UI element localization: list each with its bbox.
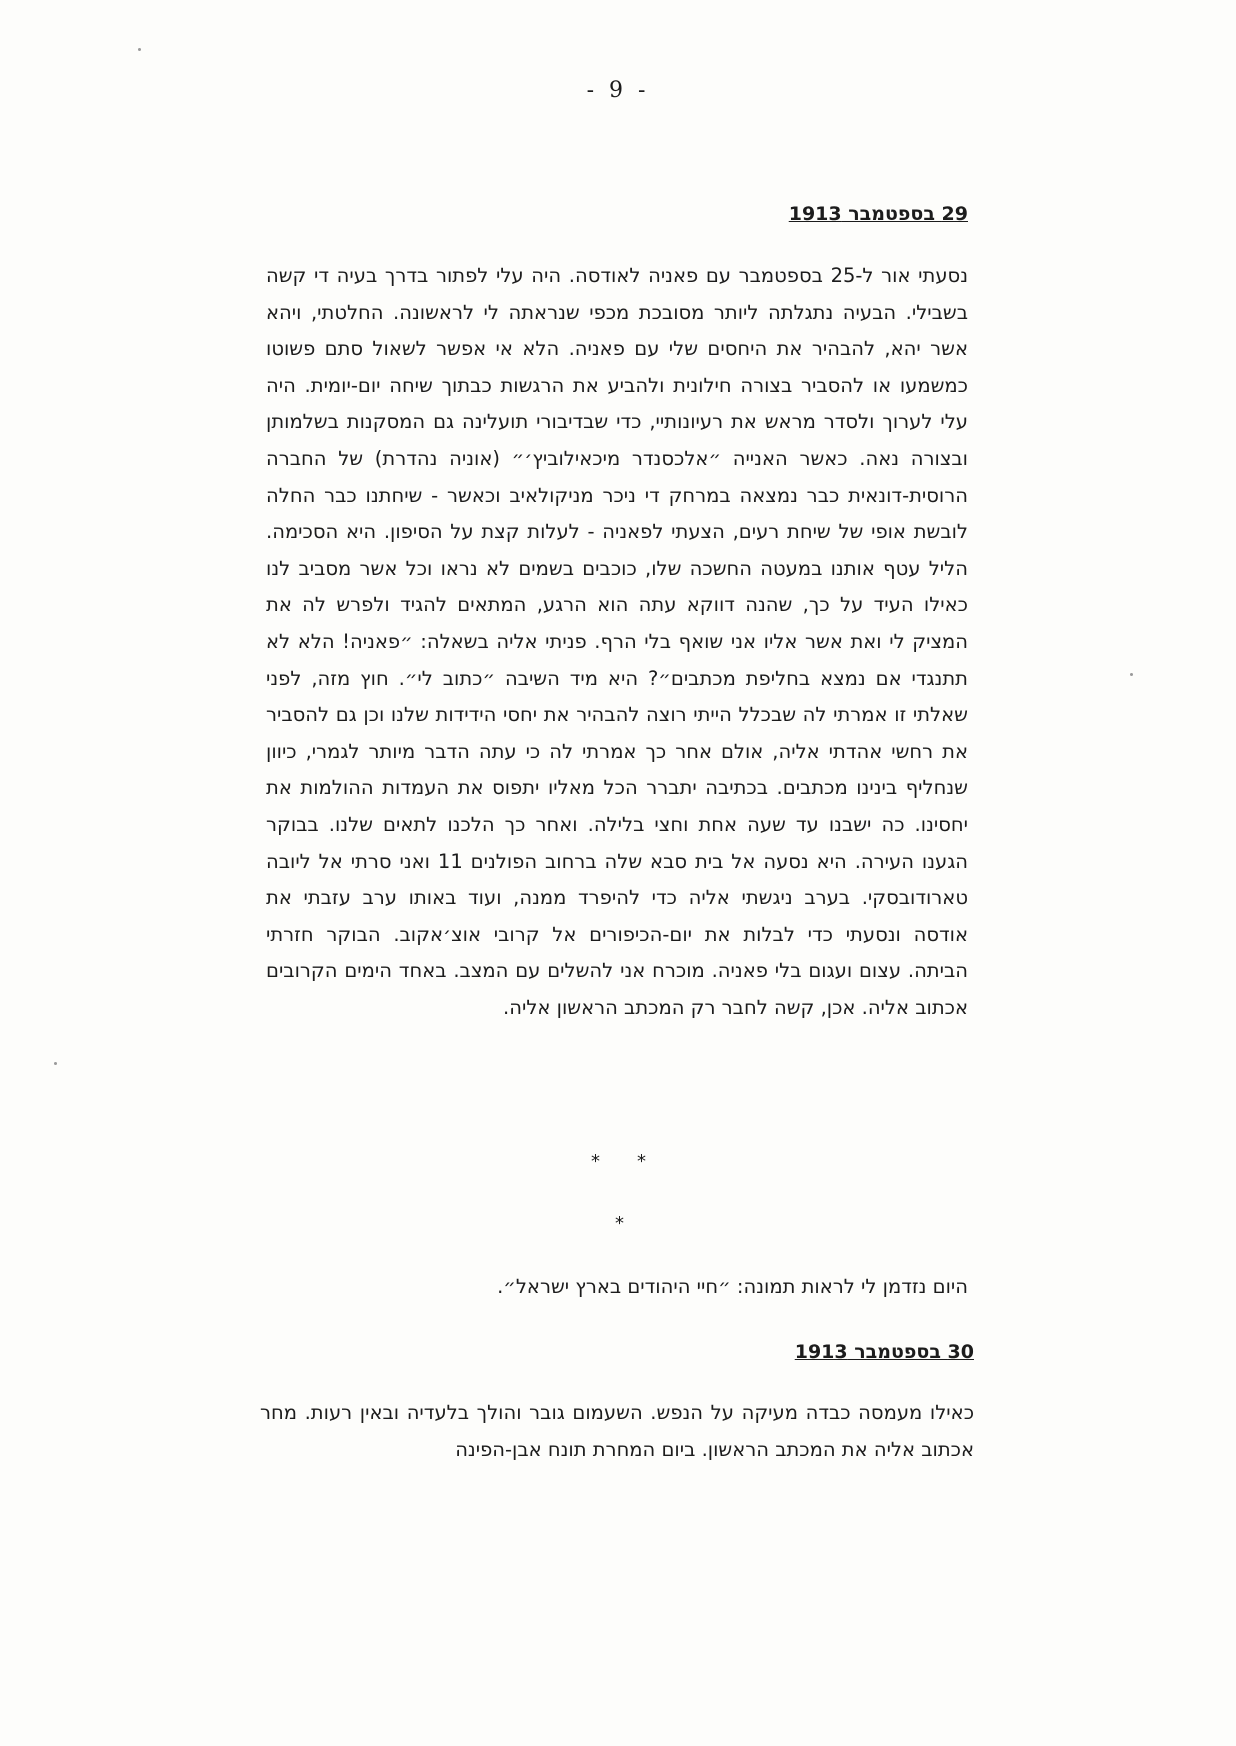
separator-star: * <box>615 1213 624 1234</box>
paper-speck <box>54 1062 57 1065</box>
page-number: - 9 - <box>586 78 650 103</box>
diary-paragraph: כאילו מעמסה כבדה מעיקה על הנפש. השעמום גובר והולך בלעדיה ובאין רעות. מחר אכתוב אליה את המכתב הראשון. ביום המחרת תונח אבן-הפינה <box>260 1401 974 1461</box>
paper-speck <box>1130 673 1133 676</box>
section-date: 30 בספטמבר 1913 <box>794 1341 974 1363</box>
photo-sentence: היום נזדמן לי לראות תמונה: ״חיי היהודים בארץ ישראל״. <box>497 1275 968 1298</box>
section-date: 29 בספטמבר 1913 <box>788 203 968 225</box>
separator-star: * <box>637 1151 646 1172</box>
separator-star: * <box>591 1151 600 1172</box>
paper-speck <box>138 48 141 51</box>
diary-paragraph: נסעתי אור ל-25 בספטמבר עם פאניה לאודסה. היה עלי לפתור בדרך בעיה די קשה בשבילי. הבעיה נתגלתה ליותר מסובכת מכפי שנראתה לי לראשונה. החלטתי, ויהא אשר יהא, להבהיר את היחסים שלי עם פאניה. הלא אי אפשר לשאול סתם פשוטו כמשמעו או להסביר בצורה חילונית ולהביע את הרגשות כבתוך שיחה יום-יומית. היה עלי לערוך ולסדר מראש את רעיונותיי, כדי שבדיבורי תועלינה גם המסקנות בשלמותן ובצורה נאה. כאשר האנייה ״אלכסנדר מיכאילוביץ׳״ (אוניה נהדרת) של החברה הרוסית-דונאית כבר נמצאה במרחק די ניכר מניקולאיב וכאשר - שיחתנו כבר החלה לובשת אופי של שיחת רעים, הצעתי לפאניה - לעלות קצת על הסיפון. היא הסכימה. הליל עטף אותנו במעטה החשכה שלו, כוכבים בשמים לא נראו וכל אשר מסביב לנו כאילו העיד על כך, שהנה דווקא עתה הוא הרגע, המתאים להגיד ולפרש לה את המציק לי ואת אשר אליו אני שואף בלי הרף. פניתי אליה בשאלה: ״פאניה! הלא לא תתנגדי אם נמצא בחליפת מכתבים״? היא מיד השיבה ״כתוב לי״. חוץ מזה, לפני שאלתי זו אמרתי לה שבכלל הייתי רוצה להבהיר את יחסי הידידות שלנו וכן גם להסביר את רחשי אהדתי אליה, אולם אחר כך אמרתי לה כי עתה הדבר מיותר לגמרי, כיוון שנחליף בינינו מכתבים. בכתיבה יתברר הכל מאליו יתפוס את העמדות ההולמות את יחסינו. כה ישבנו עד שעה אחת וחצי בלילה. ואחר כך הלכנו לתאים שלנו. בבוקר הגענו העירה. היא נסעה אל בית סבא שלה ברחוב הפולנים 11 ואני סרתי אל ליובה טארודובסקי. בערב ניגשתי אליה כדי להיפרד ממנה, ועוד באותו ערב עזבתי את אודסה ונסעתי כדי לבלות את יום-הכיפורים אל קרובי אוצ׳אקוב. הבוקר חזרתי הביתה. עצום ועגום בלי פאניה. מוכרח אני להשלים עם המצב. באחד הימים הקרובים אכתוב אליה. אכן, קשה לחבר רק המכתב הראשון אליה. <box>266 264 968 1019</box>
